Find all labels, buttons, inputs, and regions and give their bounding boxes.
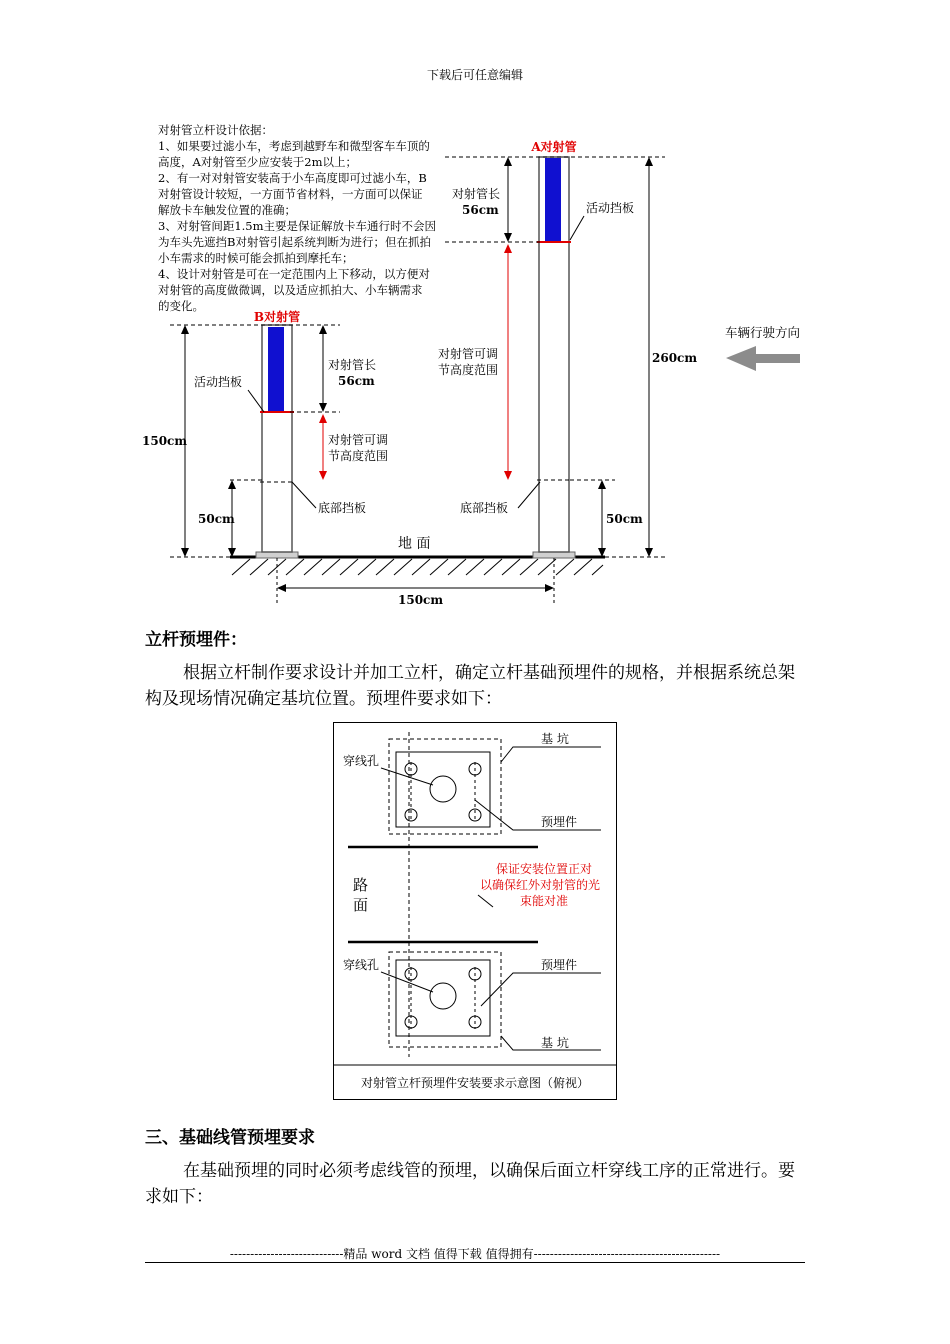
alignment-note-1: 保证安装位置正对 xyxy=(496,862,593,876)
design-basis-text xyxy=(158,123,436,313)
a-tube-label: A对射管 xyxy=(531,140,577,154)
basis-line: 4、设计对射管是可在一定范围内上下移动，以方便对 xyxy=(158,267,430,281)
b-adjust-range-2: 节高度范围 xyxy=(328,449,389,463)
section-paragraph: 在基础预埋的同时必须考虑线管的预埋，以确保后面立杆穿线工序的正常进行。要求如下： xyxy=(145,1161,795,1207)
pole-design-diagram xyxy=(140,120,820,610)
section-paragraph: 根据立杆制作要求设计并加工立杆，确定立杆基础预埋件的规格，并根据系统总架构及现场情况确定基坑位置。预埋件要求如下： xyxy=(145,663,795,709)
embedded-parts-diagram xyxy=(333,722,618,1102)
basis-line: 的变化。 xyxy=(158,299,204,313)
a-adjust-range-2: 节高度范围 xyxy=(438,363,499,377)
figure2-caption: 对射管立杆预埋件安装要求示意图（俯视） xyxy=(360,1076,590,1090)
pole-a xyxy=(530,139,576,605)
header-note: 下载后可任意编辑 xyxy=(426,68,523,82)
b-movable-baffle-label: 活动挡板 xyxy=(194,375,243,389)
b-adjust-range-1: 对射管可调 xyxy=(328,433,389,447)
b-tube xyxy=(268,327,284,412)
basis-line: 2、有一对对射管安装高于小车高度即可过滤小车，B xyxy=(158,171,427,185)
b-bottom-baffle-label: 底部挡板 xyxy=(318,501,367,515)
basis-line: 对射管设计较短，一方面节省材料，一方面可以保证 xyxy=(158,187,423,201)
spacing-label: 150cm xyxy=(398,593,444,607)
a-bottom-baffle-label: 底部挡板 xyxy=(460,501,509,515)
basis-line: 1、如果要过滤小车，考虑到越野车和微型客车车顶的 xyxy=(158,139,430,153)
a-base-height: 50cm xyxy=(606,512,643,526)
direction-arrow-icon xyxy=(726,346,800,371)
a-movable-baffle-label: 活动挡板 xyxy=(586,201,635,215)
ground-label: 地 面 xyxy=(398,536,431,552)
basis-line: 对射管的高度做微调，以及适应抓拍大、小车辆需求 xyxy=(158,283,423,297)
a-height-label: 260cm xyxy=(652,351,698,365)
a-tube-length: 对射管长 xyxy=(452,187,501,201)
section-title-embedded-parts: 立杆预埋件： xyxy=(145,630,247,650)
basis-line: 对射管立杆设计依据： xyxy=(158,123,273,137)
b-base-height: 50cm xyxy=(198,512,235,526)
section-title-conduit: 三、基础线管预埋要求 xyxy=(145,1128,315,1148)
basis-line: 解放卡车触发位置的准确； xyxy=(158,203,296,217)
basis-line: 高度，A对射管至少应安装于2m以上； xyxy=(158,155,358,169)
a-tube xyxy=(545,158,561,242)
top-pit-label: 基 坑 xyxy=(541,732,569,746)
basis-line: 为车头先遮挡B对射管引起系统判断为进行；但在抓拍 xyxy=(158,235,431,249)
footer-divider xyxy=(145,1262,805,1263)
top-threading-hole-label: 穿线孔 xyxy=(343,754,380,768)
b-tube-length: 对射管长 xyxy=(328,358,377,372)
alignment-note-2: 以确保红外对射管的光 xyxy=(480,878,601,892)
b-tube-length-value: 56cm xyxy=(338,374,375,388)
direction-label: 车辆行驶方向 xyxy=(725,325,801,340)
a-tube-length-value: 56cm xyxy=(462,203,499,217)
basis-line: 3、对射管间距1.5m主要是保证解放卡车通行时不会因 xyxy=(158,219,437,233)
b-height-label: 150cm xyxy=(142,434,188,448)
bottom-threading-hole-label: 穿线孔 xyxy=(343,958,380,972)
ground-hatch xyxy=(232,559,603,575)
bottom-embedded-part-label: 预埋件 xyxy=(541,958,578,972)
top-embedded-part-label: 预埋件 xyxy=(541,815,578,829)
footer-text: ----------------------------精品 word 文档 值得下载 值得拥有---------------------------------------------- xyxy=(229,1247,721,1261)
b-tube-label: B对射管 xyxy=(253,310,301,324)
bottom-pit-label: 基 坑 xyxy=(541,1036,569,1050)
basis-line: 小车需求的时候可能会抓拍到摩托车； xyxy=(158,251,354,265)
alignment-note-3: 束能对准 xyxy=(520,894,569,908)
pole-b xyxy=(254,309,300,605)
road-label-2: 面 xyxy=(353,896,369,914)
a-adjust-range-1: 对射管可调 xyxy=(438,347,499,361)
road-label-1: 路 xyxy=(353,876,369,894)
